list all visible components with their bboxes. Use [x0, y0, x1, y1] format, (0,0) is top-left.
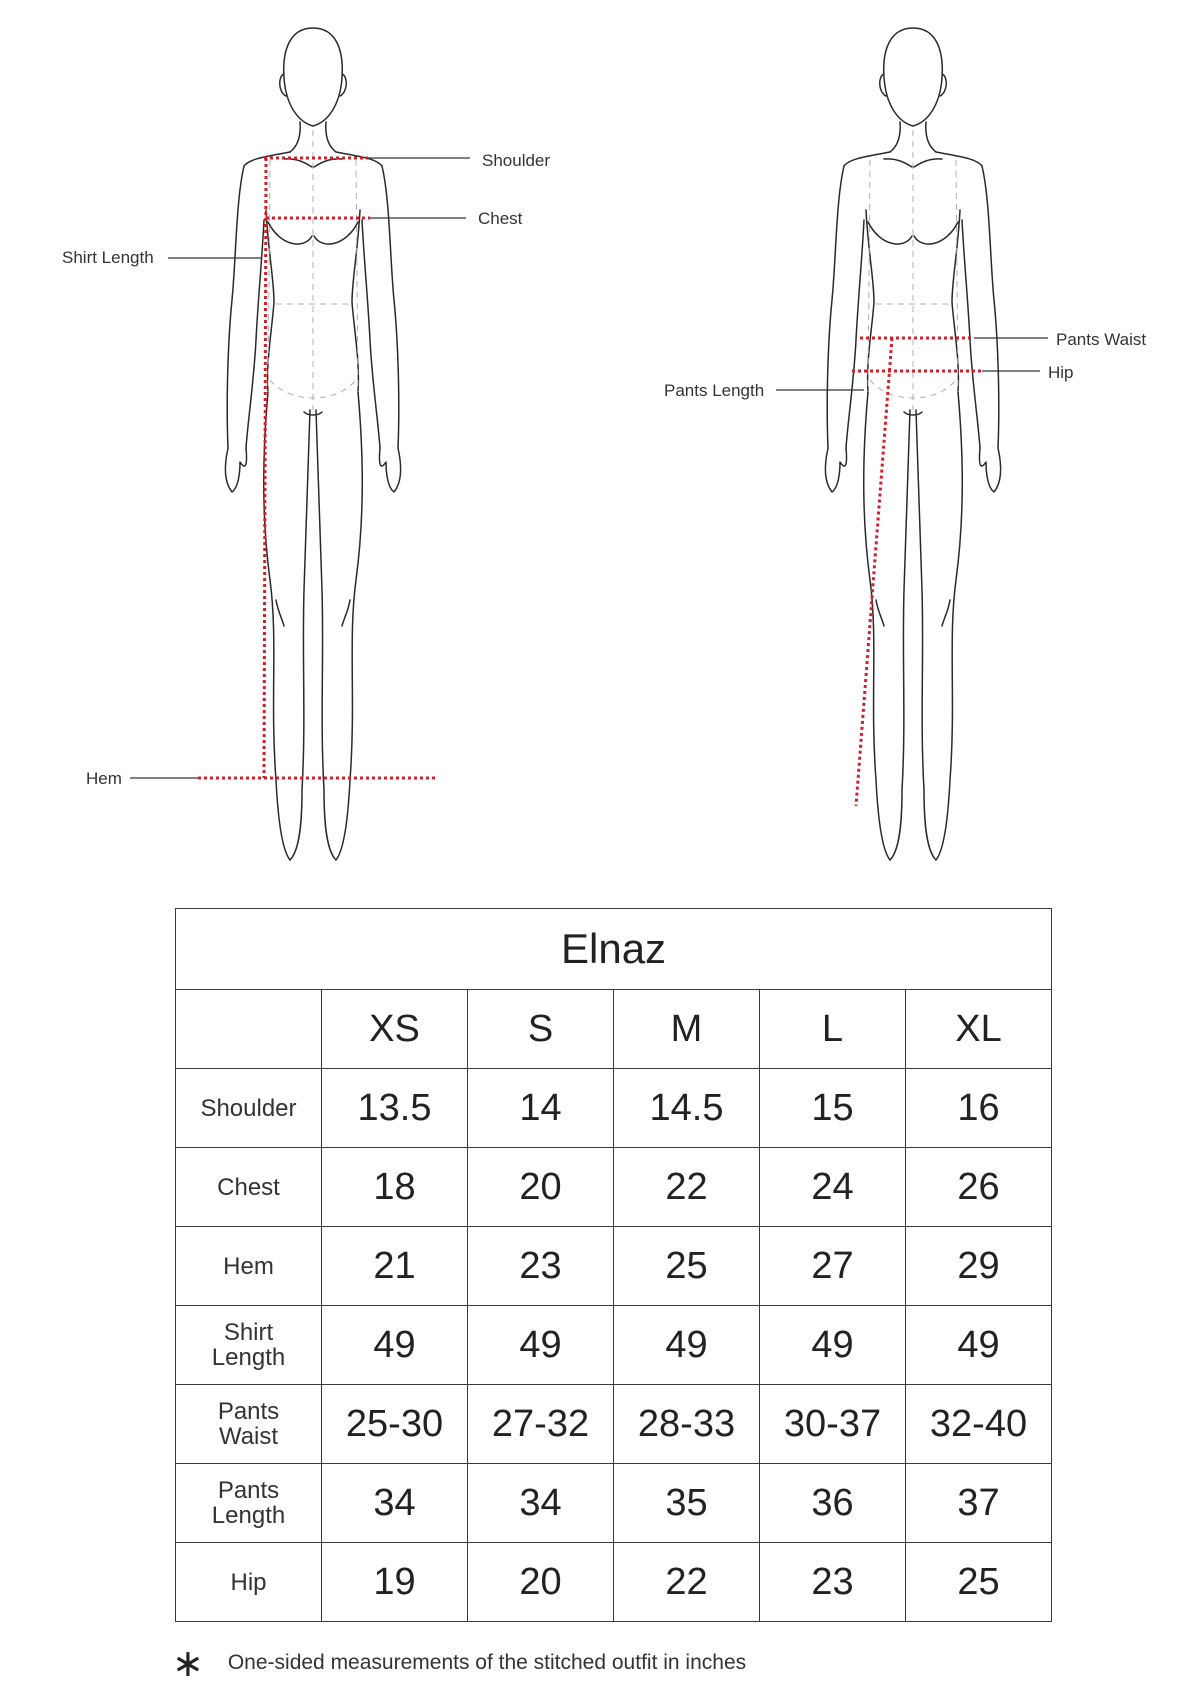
table-cell: 18 [322, 1148, 468, 1227]
size-header-s: S [468, 990, 614, 1069]
table-cell: 20 [468, 1148, 614, 1227]
hip-label: Hip [1048, 363, 1074, 382]
size-header-l: L [760, 990, 906, 1069]
footnote [172, 1641, 747, 1685]
size-header-xl: XL [906, 990, 1052, 1069]
size-header-xs: XS [322, 990, 468, 1069]
table-cell: 49 [322, 1306, 468, 1385]
table-row [176, 1148, 1052, 1227]
shoulder-label: Shoulder [482, 151, 551, 170]
back-figure [664, 28, 1146, 860]
table-cell: 20 [468, 1543, 614, 1622]
row-label-pants-waist: Pants Waist [176, 1385, 322, 1464]
table-cell: 25 [614, 1227, 760, 1306]
table-cell: 27-32 [468, 1385, 614, 1464]
table-title: Elnaz [176, 909, 1052, 990]
table-cell: 35 [614, 1464, 760, 1543]
pants-waist-label: Pants Waist [1056, 330, 1147, 349]
table-cell: 32-40 [906, 1385, 1052, 1464]
front-figure [62, 28, 550, 860]
table-row [176, 1069, 1052, 1148]
table-cell: 22 [614, 1148, 760, 1227]
table-cell: 34 [322, 1464, 468, 1543]
table-cell: 49 [760, 1306, 906, 1385]
row-label-chest: Chest [176, 1148, 322, 1227]
table-row [176, 1306, 1052, 1385]
table-cell: 25-30 [322, 1385, 468, 1464]
table-cell: 27 [760, 1227, 906, 1306]
table-cell: 25 [906, 1543, 1052, 1622]
footnote-text: One-sided measurements of the stitched outfit in inches [227, 1651, 747, 1674]
table-cell: 26 [906, 1148, 1052, 1227]
row-label-pants-length: Pants Length [176, 1464, 322, 1543]
table-cell: 49 [906, 1306, 1052, 1385]
table-row [176, 1385, 1052, 1464]
shirt-length-label: Shirt Length [62, 248, 154, 267]
table-cell: 30-37 [760, 1385, 906, 1464]
table-cell: 16 [906, 1069, 1052, 1148]
pants-length-label: Pants Length [664, 381, 765, 400]
table-cell: 21 [322, 1227, 468, 1306]
table-cell: 13.5 [322, 1069, 468, 1148]
back-measure-lines [852, 338, 982, 806]
table-row [176, 1464, 1052, 1543]
table-cell: 14.5 [614, 1069, 760, 1148]
row-label-hip: Hip [176, 1543, 322, 1622]
table-cell: 23 [760, 1543, 906, 1622]
chest-label: Chest [478, 209, 523, 228]
table-cell: 36 [760, 1464, 906, 1543]
table-cell: 19 [322, 1543, 468, 1622]
table-cell: 37 [906, 1464, 1052, 1543]
table-cell: 34 [468, 1464, 614, 1543]
table-cell: 28-33 [614, 1385, 760, 1464]
table-cell: 49 [614, 1306, 760, 1385]
table-row [176, 1227, 1052, 1306]
row-label-shirt-length: Shirt Length [176, 1306, 322, 1385]
table-row [176, 1543, 1052, 1622]
table-cell: 24 [760, 1148, 906, 1227]
table-cell: 14 [468, 1069, 614, 1148]
row-label-shoulder: Shoulder [176, 1069, 322, 1148]
size-header-m: M [614, 990, 760, 1069]
size-chart-table [175, 908, 1052, 1622]
table-cell: 29 [906, 1227, 1052, 1306]
table-cell: 49 [468, 1306, 614, 1385]
table-cell: 23 [468, 1227, 614, 1306]
table-cell: 15 [760, 1069, 906, 1148]
corner-cell [176, 990, 322, 1069]
table-cell: 22 [614, 1543, 760, 1622]
row-label-hem: Hem [176, 1227, 322, 1306]
asterisk-icon: ∗ [172, 1641, 204, 1685]
hem-label: Hem [86, 769, 122, 788]
